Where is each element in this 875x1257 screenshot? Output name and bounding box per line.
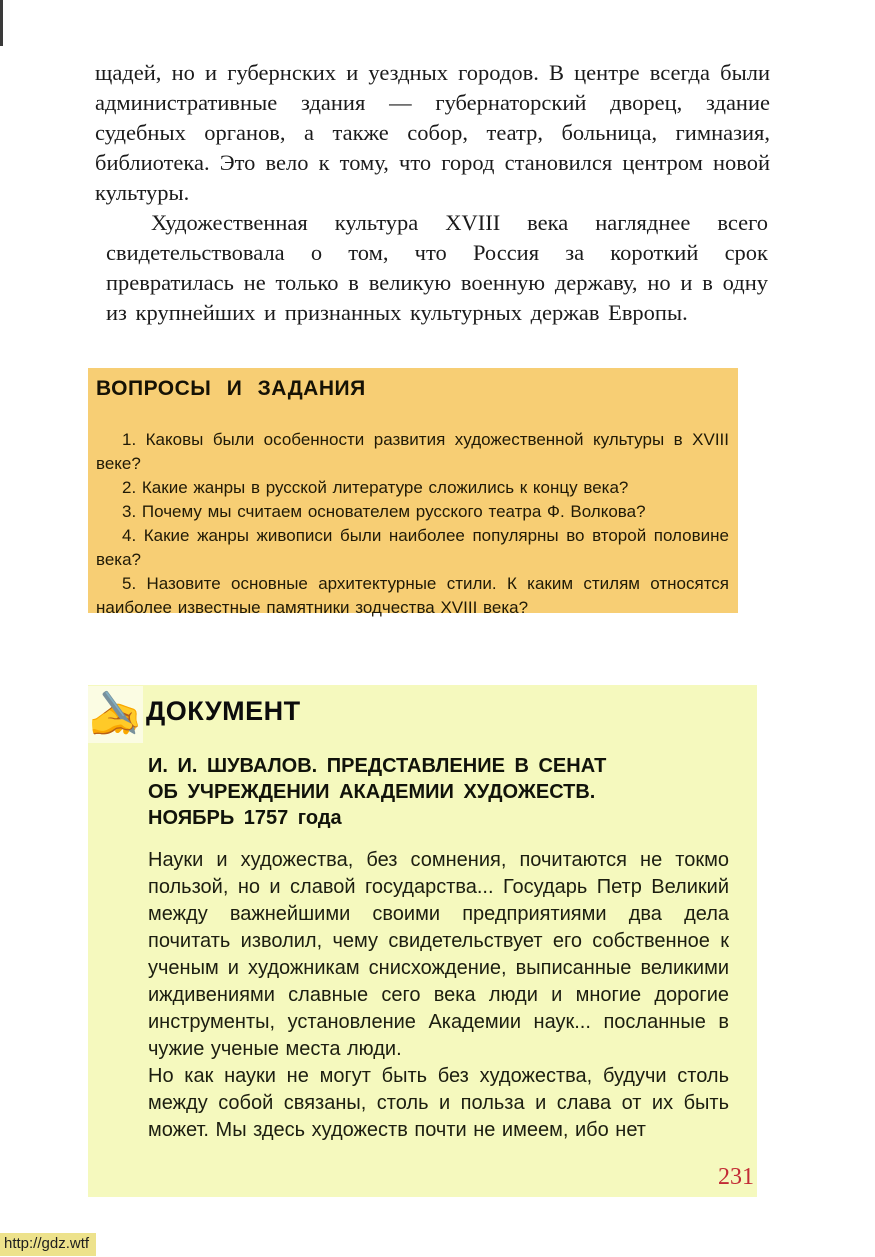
question-item: 3. Почему мы считаем основателем русского театра Ф. Волкова?: [122, 502, 646, 521]
writing-hand-icon: ✍: [88, 686, 143, 743]
body-paragraph: щадей, но и губернских и уездных городов. В центре всегда были административные здания — губернаторский дворец, здание судебных органов, а также собор, театр, больница, гимназия, библиотека. Это вело к тому, что город становился центром новой культуры.: [95, 60, 770, 205]
question-item: 4. Какие жанры живописи были наиболее популярны во второй половине века?: [96, 526, 729, 569]
document-title-line: И. И. ШУВАЛОВ. ПРЕДСТАВЛЕНИЕ В СЕНАТ: [148, 755, 607, 777]
questions-box-title: ВОПРОСЫ И ЗАДАНИЯ: [96, 377, 366, 400]
document-paragraph: Науки и художества, без сомнения, почитаются не токмо пользой, но и славой государства... Государь Петр Великий между важнейшими своими предприятиями два дела почитать изволил, чему свидетельствует его собственное к ученым и художникам снисхождение, выписанные великими иждивениями славные сего века люди и многие дорогие инструменты, установление Академии наук... посланные в чужие ученые места люди.: [148, 849, 729, 1060]
document-title: [148, 753, 729, 831]
document-title-line: ОБ УЧРЕЖДЕНИИ АКАДЕМИИ ХУДОЖЕСТВ.: [148, 781, 596, 803]
question-item: 2. Какие жанры в русской литературе сложились к концу века?: [122, 478, 629, 497]
document-heading: ДОКУМЕНТ: [146, 696, 301, 726]
body-paragraph: Художественная культура XVIII века нагляднее всего свидетельствовала о том, что Россия за короткий срок превратилась не только в великую военную державу, но и в одну из крупнейших и признанных культурных держав Европы.: [106, 210, 768, 325]
document-box: [88, 685, 757, 1197]
scan-edge-artifact: [0, 0, 3, 46]
question-item: 5. Назовите основные архитектурные стили. К каким стилям относятся наиболее известные памятники зодчества XVIII века?: [96, 574, 729, 617]
main-text-block: [95, 58, 770, 328]
watermark-url: http://gdz.wtf: [0, 1233, 96, 1256]
document-body: [148, 847, 729, 1144]
document-title-line: НОЯБРЬ 1757 года: [148, 807, 342, 829]
document-paragraph: Но как науки не могут быть без художества, будучи столь между собой связаны, столь и польза и слава от их быть может. Мы здесь художеств почти не имеем, ибо нет: [148, 1065, 729, 1141]
question-item: 1. Каковы были особенности развития художественной культуры в XVIII веке?: [96, 430, 729, 473]
document-content: [148, 753, 729, 1144]
page-number: 231: [718, 1164, 754, 1190]
questions-box: [88, 368, 738, 617]
